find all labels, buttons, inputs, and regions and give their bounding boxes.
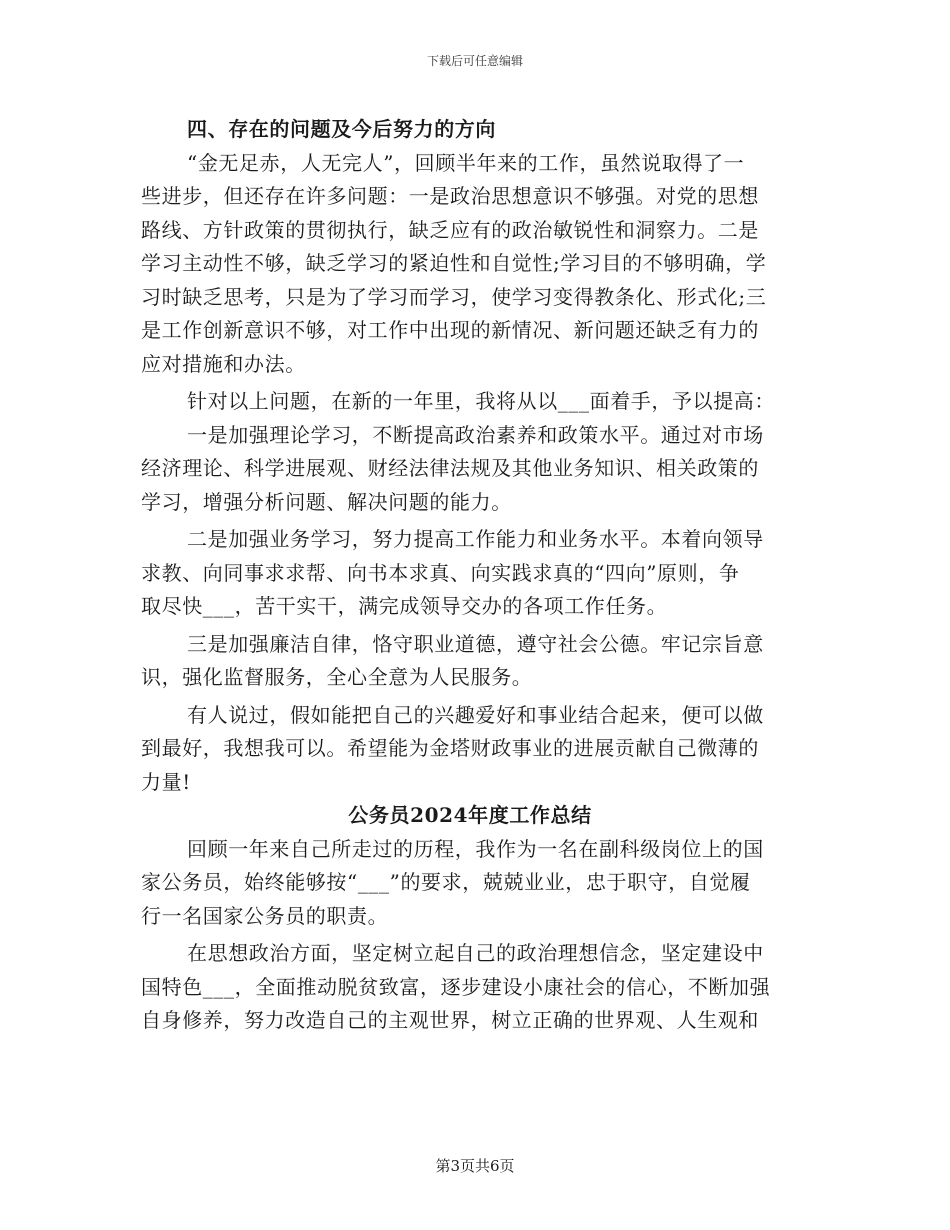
text-line: 习时缺乏思考，只是为了学习而学习，使学习变得教条化、形式化;三 — [141, 284, 767, 309]
text-line: “金无足赤，人无完人”，回顾半年来的工作，虽然说取得了一 — [187, 150, 745, 175]
text-line: 行一名国家公务员的职责。 — [141, 903, 389, 928]
text-line: 二是加强业务学习，努力提高工作能力和业务水平。本着向领导 — [187, 527, 764, 551]
text-line: 一是加强理论学习，不断提高政治素养和政策水平。通过对市场 — [187, 422, 764, 447]
text-line: 回顾一年来自己所走过的历程，我作为一名在副科级岗位上的国 — [187, 836, 764, 861]
text-line: 有人说过，假如能把自己的兴趣爱好和事业结合起来，便可以做 — [187, 702, 764, 727]
text-line: 些进步，但还存在许多问题：一是政治思想意识不够强。对党的思想 — [141, 184, 759, 208]
page-footer: 第3页共6页 — [435, 1157, 515, 1175]
text-line: 取尽快___，苦干实干，满完成领导交办的各项工作任务。 — [141, 594, 668, 618]
section-heading: 四、存在的问题及今后努力的方向 — [187, 117, 496, 141]
text-line: 自身修养，努力改造自己的主观世界，树立正确的世界观、人生观和 — [141, 1008, 759, 1032]
text-line: 识，强化监督服务，全心全意为人民服务。 — [141, 665, 533, 689]
text-line: 国特色___，全面推动脱贫致富，逐步建设小康社会的信心，不断加强 — [141, 974, 771, 999]
text-line: 学习，增强分析问题、解决问题的能力。 — [141, 489, 512, 514]
text-line: 到最好，我想我可以。希望能为金塔财政事业的进展贡献自己微薄的 — [141, 736, 759, 760]
document-body — [141, 113, 799, 1038]
text-line: 三是加强廉洁自律，恪守职业道德，遵守社会公德。牢记宗旨意 — [187, 631, 764, 656]
text-line: 是工作创新意识不够，对工作中出现的新情况、新问题还缺乏有力的 — [141, 318, 759, 342]
text-line: 学习主动性不够，缺乏学习的紧迫性和自觉性;学习目的不够明确，学 — [141, 251, 767, 275]
text-line: 经济理论、科学进展观、财经法律法规及其他业务知识、相关政策的 — [141, 456, 759, 480]
text-line: 求教、向同事求求帮、向书本求真、向实践求真的“四向”原则，争 — [141, 560, 740, 585]
page-header: 下载后可任意编辑 — [426, 54, 523, 68]
text-line: 在思想政治方面，坚定树立起自己的政治理想信念，坚定建设中 — [187, 941, 764, 965]
text-line: 力量! — [141, 769, 191, 794]
text-line: 家公务员，始终能够按“___”的要求，兢兢业业，忠于职守，自觉履 — [141, 870, 751, 894]
text-line: 路线、方针政策的贯彻执行，缺乏应有的政治敏锐性和洞察力。二是 — [141, 217, 759, 242]
text-line: 应对措施和办法。 — [141, 351, 306, 376]
section-heading: 公务员2024年度工作总结 — [348, 803, 592, 827]
text-line: 针对以上问题，在新的一年里，我将从以___面着手，予以提高： — [187, 389, 775, 413]
